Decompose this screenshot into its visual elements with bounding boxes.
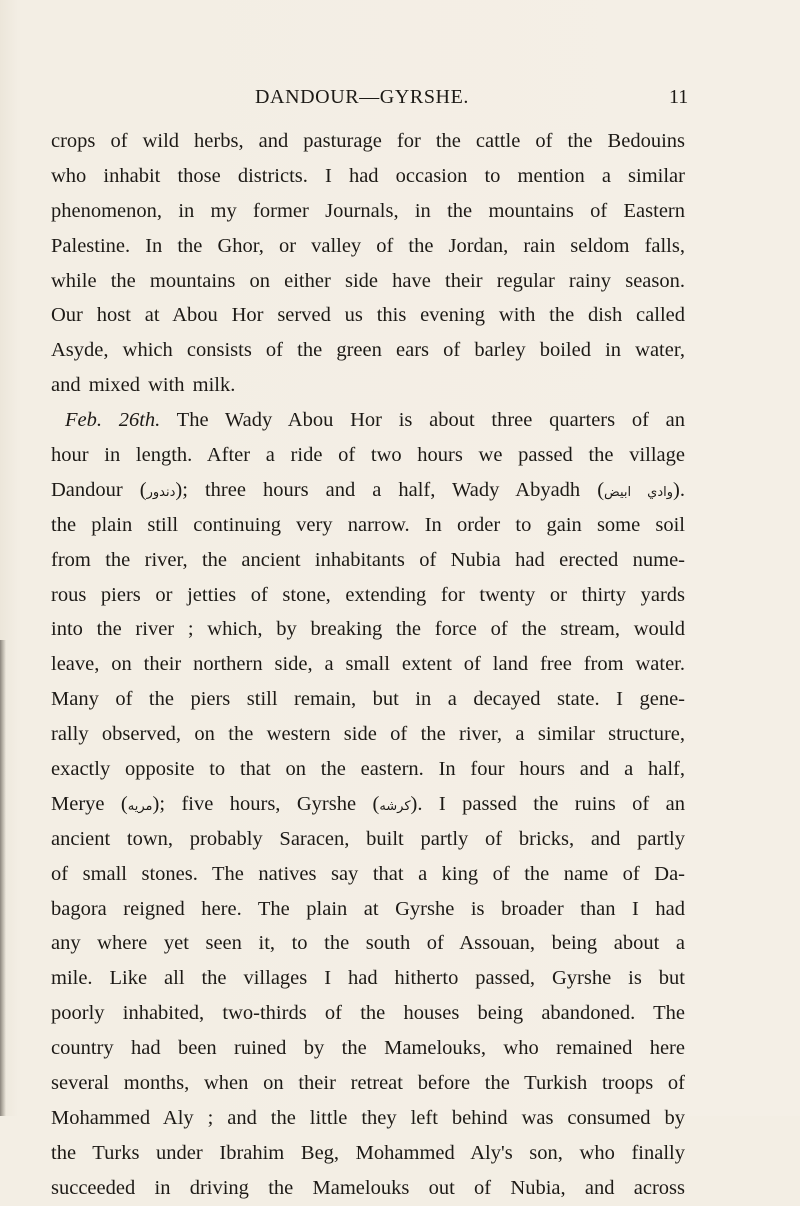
text-line: from the river, the ancient inhabitants of Nubia had erected nume- xyxy=(51,548,685,571)
text-line: several months, when on their retreat before the Turkish troops of xyxy=(51,1072,685,1095)
arabic-gyrshe: كرشه xyxy=(379,798,411,814)
text-line: poorly inhabited, two-thirds of the houses being abandoned. The xyxy=(51,1002,685,1025)
arabic-merye: مريه xyxy=(127,798,153,814)
text-line: Palestine. In the Ghor, or valley of the Jordan, rain seldom falls, xyxy=(51,234,685,257)
text-line: bagora reigned here. The plain at Gyrshe is broader than I had xyxy=(51,897,685,920)
text-line: rous piers or jetties of stone, extending for twenty or thirty yards xyxy=(51,583,685,606)
arabic-wady-abyadh: وادي ابيض xyxy=(604,484,674,500)
text-line: mile. Like all the villages I had hitherto passed, Gyrshe is but xyxy=(51,967,685,990)
text-line: while the mountains on either side have their regular rainy season. xyxy=(51,269,685,292)
text-line: any where yet seen it, to the south of Assouan, being about a xyxy=(51,932,685,955)
text-line: leave, on their northern side, a small extent of land free from water. xyxy=(51,653,685,676)
running-title: DANDOUR—GYRSHE. xyxy=(255,86,470,108)
entry-date: Feb. 26th. xyxy=(65,409,161,432)
text-line: crops of wild herbs, and pasturage for the cattle of the Bedouins xyxy=(51,130,685,152)
text-line: Many of the piers still remain, but in a decayed state. I gene- xyxy=(51,688,685,711)
arabic-dandour: دندور xyxy=(146,484,176,500)
page-number: 11 xyxy=(669,86,689,108)
text-line: phenomenon, in my former Journals, in the mountains of Eastern xyxy=(51,199,685,222)
text-line: Mohammed Aly ; and the little they left behind was consumed by xyxy=(51,1106,685,1129)
text-line: and mixed with milk. xyxy=(51,374,236,397)
text-line: Asyde, which consists of the green ears of barley boiled in water, xyxy=(51,339,685,362)
text-line: exactly opposite to that on the eastern. In four hours and a half, xyxy=(51,758,685,781)
text-line: who inhabit those districts. I had occasion to mention a similar xyxy=(51,164,685,187)
running-head xyxy=(0,86,800,116)
text-line: into the river ; which, by breaking the force of the stream, would xyxy=(51,618,685,641)
text-line: succeeded in driving the Mamelouks out of Nubia, and across xyxy=(51,1176,685,1199)
text-line: the Turks under Ibrahim Beg, Mohammed Aly's son, who finally xyxy=(51,1141,685,1164)
text-line: Feb. 26th. The Wady Abou Hor is about three quarters of an xyxy=(65,409,685,432)
text-line: of small stones. The natives say that a king of the name of Da- xyxy=(51,862,685,885)
text-line: Our host at Abou Hor served us this evening with the dish called xyxy=(51,304,685,327)
page-binding-shadow xyxy=(0,640,6,1116)
body-text xyxy=(51,124,685,1206)
text-line: country had been ruined by the Mamelouks, who remained here xyxy=(51,1037,685,1060)
text-line: rally observed, on the western side of the river, a similar structure, xyxy=(51,723,685,746)
text-line: Dandour (دندور); three hours and a half, Wady Abyadh (وادي ابيض). xyxy=(51,478,685,501)
text-line: hour in length. After a ride of two hours we passed the village xyxy=(51,444,685,467)
text-line: ancient town, probably Saracen, built partly of bricks, and partly xyxy=(51,827,685,850)
text-line: Merye (مريه); five hours, Gyrshe (كرشه). I passed the ruins of an xyxy=(51,792,685,815)
text-line: the plain still continuing very narrow. In order to gain some soil xyxy=(51,513,685,536)
